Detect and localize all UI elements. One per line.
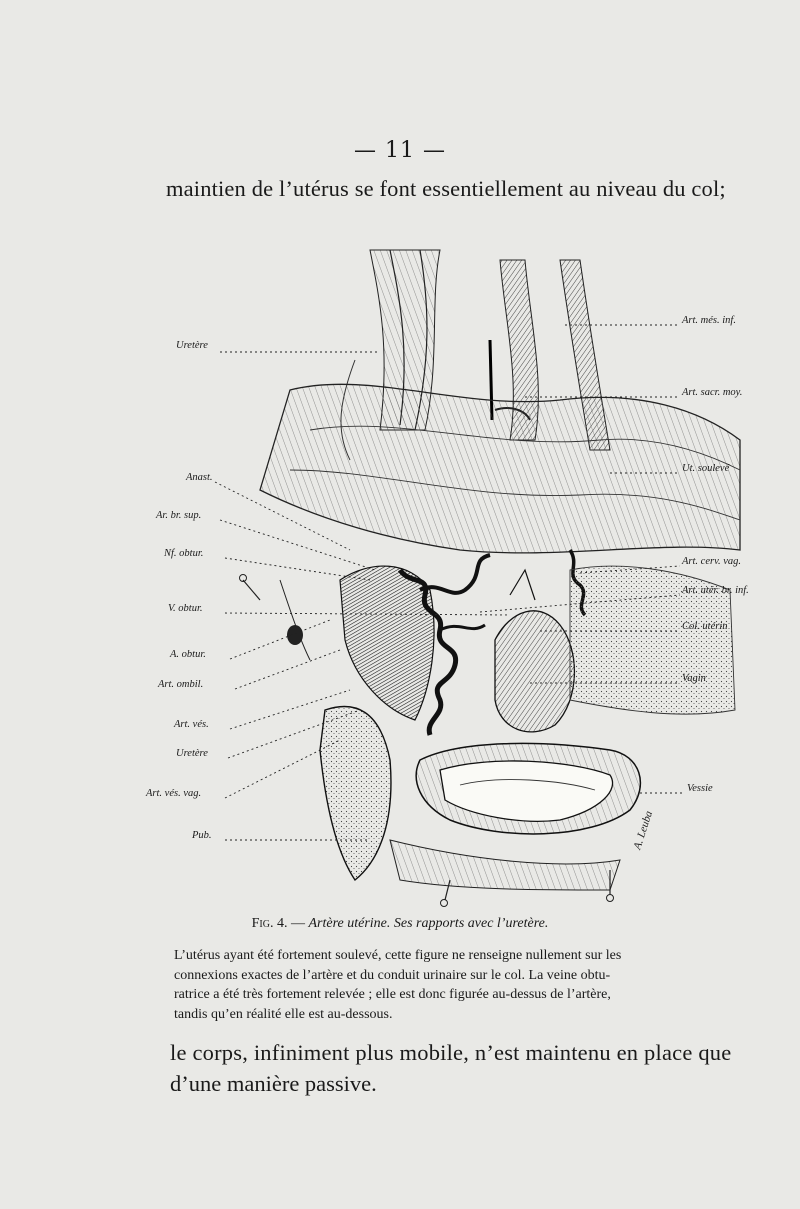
body-text-bottom-line-2: d’une manière passive. (170, 1071, 377, 1096)
label-ut-souleve: Ut. soulevé (682, 463, 730, 474)
illustrator-signature: A. Leuba (631, 809, 656, 851)
caption-line: tandis qu’en réalité elle est au-dessous. (174, 1006, 393, 1022)
label-nf-obtur: Nf. obtur. (164, 548, 204, 559)
label-ar-br-sup: Ar. br. sup. (156, 510, 202, 521)
label-col-uterin: Col. utérin (682, 621, 728, 632)
figure-caption-body (158, 946, 770, 1024)
label-vessie: Vessie (687, 783, 713, 794)
figure-title: Artère utérine. Ses rapports avec l’uretère. (308, 916, 549, 931)
label-art-ves-vag: Art. vés. vag. (146, 788, 202, 799)
label-pub: Pub. (192, 830, 212, 841)
label-art-mes-inf: Art. més. inf. (682, 315, 736, 326)
anatomical-illustration (140, 240, 800, 920)
label-uretere-bottom: Uretère (176, 748, 208, 759)
label-art-sacr-moy: Art. sacr. moy. (682, 387, 743, 398)
page-number: — 11 — (354, 138, 446, 163)
label-art-ves: Art. vés. (174, 719, 209, 730)
caption-line: connexions exactes de l’artère et du conduit urinaire sur le col. La veine obtu- (174, 967, 611, 983)
label-art-cerv-vag: Art. cerv. vag. (682, 556, 741, 567)
body-text-bottom-line-1: le corps, infiniment plus mobile, n’est maintenu en place que (170, 1040, 732, 1065)
figure-caption-title: Fig. 4. — Artère utérine. Ses rapports avec l’uretère. (251, 916, 549, 931)
label-vagin: Vagin (682, 673, 706, 684)
label-a-obtur: A. obtur. (170, 649, 206, 660)
figure-number: Fig. 4. (251, 916, 288, 931)
label-uretere-top: Uretère (176, 340, 208, 351)
anatomical-figure (140, 240, 800, 920)
label-anast: Anast. (186, 472, 213, 483)
body-text-top: maintien de l’utérus se font essentiellement au niveau du col; (166, 176, 726, 201)
caption-line: L’utérus ayant été fortement soulevé, cette figure ne renseigne nullement sur les (174, 948, 622, 963)
label-v-obtur: V. obtur. (168, 603, 203, 614)
caption-line: ratrice a été très fortement relevée ; elle est donc figurée au-dessus de l’artère, (174, 987, 611, 1002)
label-art-uter-br-inf: Art. utér. br. inf. (682, 585, 749, 596)
label-art-ombil: Art. ombil. (158, 679, 204, 690)
